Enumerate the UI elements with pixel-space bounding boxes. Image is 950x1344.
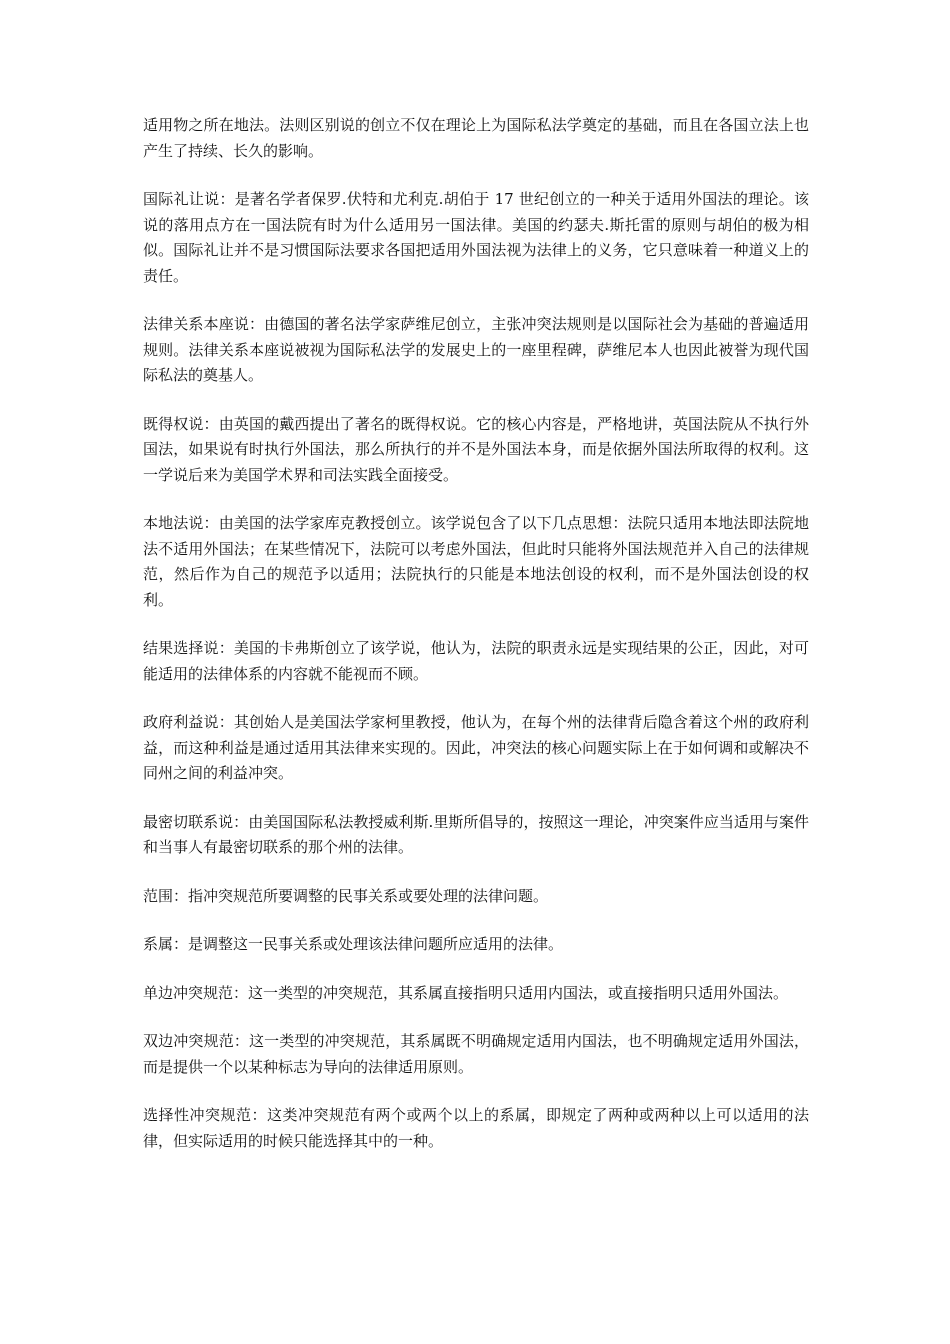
paragraph-vested-rights: 既得权说：由英国的戴西提出了著名的既得权说。它的核心内容是，严格地讲，英国法院从不执行外国法，如果说有时执行外国法，那么所执行的并不是外国法本身，而是依据外国法所取得的权利。这一学说后来为美国学术界和司法实践全面接受。	[143, 414, 809, 484]
paragraph-scope-definition: 范围：指冲突规范所要调整的民事关系或要处理的法律问题。	[143, 886, 549, 905]
paragraph-comity-theory: 国际礼让说：是著名学者保罗.伏特和尤利克.胡伯于 17 世纪创立的一种关于适用外国法的理论。该说的落用点方在一国法院有时为什么适用另一国法律。美国的约瑟夫.斯托雷的原则与胡伯的极为相似。国际礼让并不是习惯国际法要求各国把适用外国法视为法律上的义务，它只意味着一种道义上的责任。	[143, 190, 809, 285]
paragraph-alternative-rule: 选择性冲突规范：这类冲突规范有两个或两个以上的系属，即规定了两种或两种以上可以适用的法律，但实际适用的时候只能选择其中的一种。	[143, 1106, 809, 1150]
paragraph-most-significant-relationship: 最密切联系说：由美国国际私法教授威利斯.里斯所倡导的，按照这一理论，冲突案件应当适用与案件和当事人有最密切联系的那个州的法律。	[143, 812, 809, 856]
paragraph-choice-of-situs-law: 适用物之所在地法。法则区别说的创立不仅在理论上为国际私法学奠定的基础，而且在各国立法上也产生了持续、长久的影响。	[143, 116, 809, 160]
paragraph-governmental-interest: 政府利益说：其创始人是美国法学家柯里教授，他认为，在每个州的法律背后隐含着这个州的政府利益，而这种利益是通过适用其法律来实现的。因此，冲突法的核心问题实际上在于如何调和或解决不同州之间的利益冲突。	[143, 713, 809, 782]
paragraph-result-selection: 结果选择说：美国的卡弗斯创立了该学说，他认为，法院的职责永远是实现结果的公正，因此，对可能适用的法律体系的内容就不能视而不顾。	[143, 639, 809, 683]
document-body	[143, 113, 809, 1177]
paragraph-unilateral-rule: 单边冲突规范：这一类型的冲突规范，其系属直接指明只适用内国法，或直接指明只适用外国法。	[143, 983, 789, 1002]
paragraph-local-law-theory: 本地法说：由美国的法学家库克教授创立。该学说包含了以下几点思想：法院只适用本地法即法院地法不适用外国法；在某些情况下，法院可以考虑外国法，但此时只能将外国法规范并入自己的法律规范，然后作为自己的规范予以适用；法院执行的只能是本地法创设的权利，而不是外国法创设的权利。	[143, 514, 809, 609]
paragraph-connecting-factor: 系属：是调整这一民事关系或处理该法律问题所应适用的法律。	[143, 935, 564, 953]
paragraph-bilateral-rule: 双边冲突规范：这一类型的冲突规范，其系属既不明确规定适用内国法，也不明确规定适用外国法，而是提供一个以某种标志为导向的法律适用原则。	[143, 1032, 809, 1076]
paragraph-seat-of-legal-relation: 法律关系本座说：由德国的著名法学家萨维尼创立，主张冲突法规则是以国际社会为基础的普遍适用规则。法律关系本座说被视为国际私法学的发展史上的一座里程碑，萨维尼本人也因此被誉为现代国际私法的奠基人。	[143, 315, 809, 384]
